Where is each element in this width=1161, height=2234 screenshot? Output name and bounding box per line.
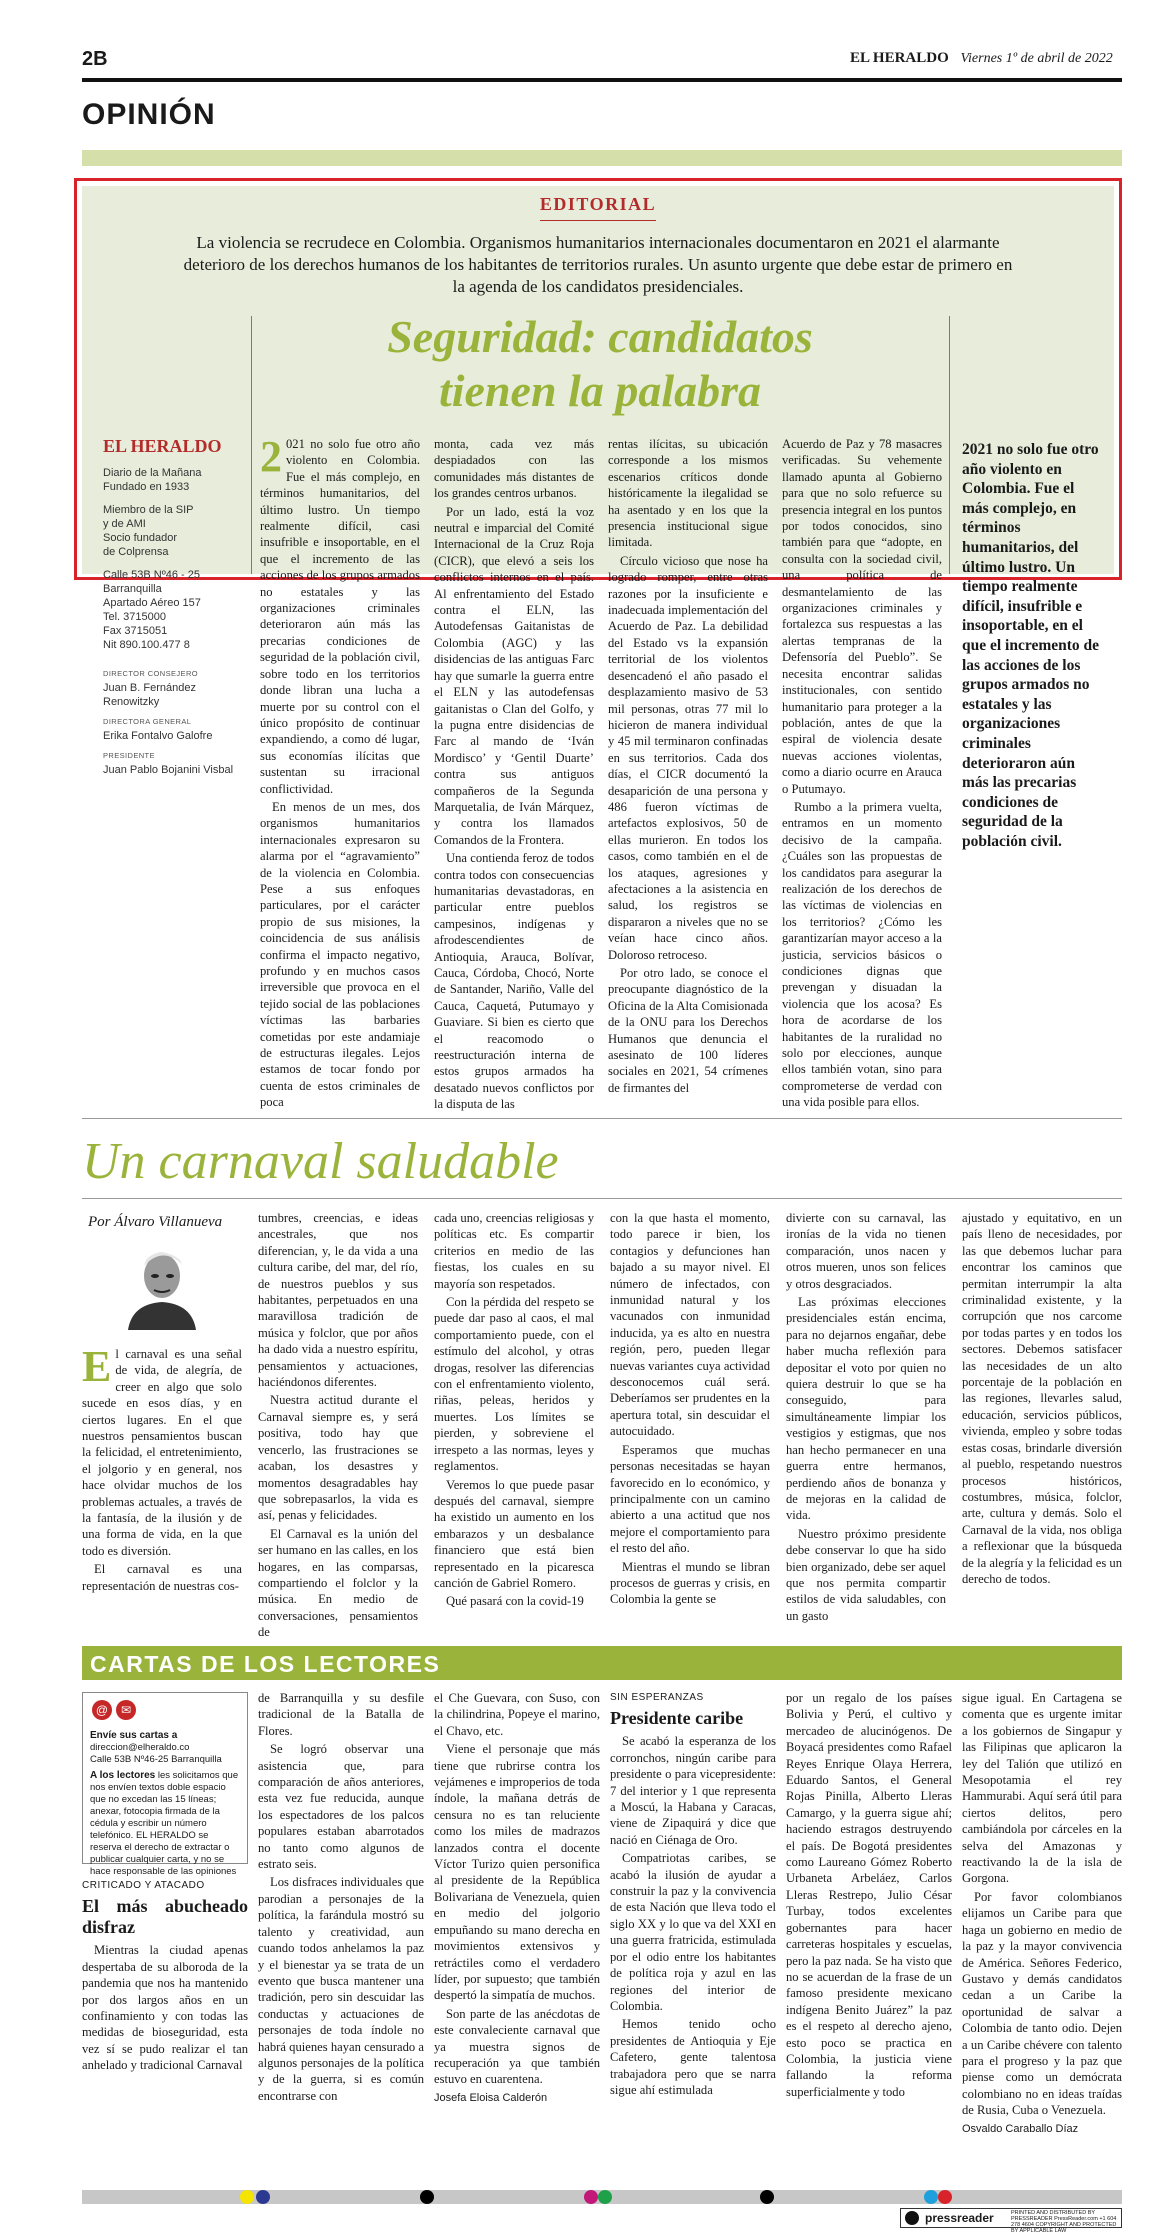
paragraph: Compatriotas caribes, se acabó la ilusión de ayudar a construir la paz y la convivencia de esta Nación que lleva todo el siglo XX y lo que va del XXI en una guerra fratricida, estimulada por el odio entre los habitantes de política roja y azul en las regiones del interior de Colombia.: [610, 1851, 776, 2013]
paragraph: de Barranquilla y su desfile tradicional de la Batalla de Flores.: [258, 1691, 424, 1738]
editorial-headline: [260, 310, 940, 418]
letter-signature: Josefa Eloisa Calderón: [434, 2091, 548, 2104]
paragraph: Se logró observar una asistencia que, para comparación de años anteriores, esta vez fue reducida, aunque los espectadores de los palcos populares estaban abarrotados no tanto como algunos de estrato seis.: [258, 1742, 424, 1872]
masthead-info: [103, 466, 243, 777]
letter-kicker: SIN ESPERANZAS: [610, 1692, 704, 1703]
article-column-1: [82, 1342, 242, 1596]
article-column-4: [610, 1210, 770, 1610]
editorial-label-underline: [540, 220, 656, 221]
masthead-address: Calle 53B Nº46 - 25: [103, 569, 200, 581]
editorial-deck: La violencia se recrudece en Colombia. Organismos humanitarios internacionales documentaron en 2021 el alarmante deterioro de los derechos humanos de los habitantes de territorios rurales. Un asunto urgente que debe estar de primero en la agenda de los candidatos presidenciales.: [183, 233, 1013, 296]
letter-2-column-1: [610, 1690, 776, 2100]
registration-dot: [924, 2190, 938, 2204]
column-divider: [949, 316, 950, 574]
director-name: Juan B. Fernández Renowitzky: [103, 682, 196, 708]
drop-cap: 2: [260, 432, 282, 481]
letter-1-column-2: [258, 1690, 424, 2106]
registration-dot: [584, 2190, 598, 2204]
editorial-column-1: [260, 432, 420, 1113]
masthead-nit: Nit 890.100.477 8: [103, 639, 190, 651]
paragraph: Hemos tenido ocho presidentes de Antioquia y Eje Cafetero, gente talentosa trabajadora pero que se narra sigue ahí estimulada: [610, 2017, 776, 2097]
editorial-column-2: [434, 436, 594, 1115]
registration-dot: [938, 2190, 952, 2204]
paragraph: El Carnaval es la unión del ser humano en las calles, en los hogares, en las comparsas, compartiendo el folclor y la música. En medio de conversaciones, pensamientos de: [258, 1526, 418, 1640]
registration-dot: [240, 2190, 254, 2204]
paragraph: sigue igual. En Cartagena se comenta que es urgente imitar a los gobiernos de Singapur y las Filipinas que aplicaron la ley del Talión que utilizó en Mesopotamia el rey Hammurabi. Aquí será útil para ciertos delitos, pero cambiándola por cárceles en la selva del Amazonas y reactivando la de la isla de Gorgona.: [962, 1691, 1122, 1886]
registration-dot: [760, 2190, 774, 2204]
mail-icon: ✉: [116, 1700, 136, 1720]
pressreader-logo: pressreader: [925, 2211, 994, 2225]
masthead-logo: EL HERALDO: [103, 436, 222, 456]
issue-date: Viernes 1º de abril de 2022: [960, 51, 1113, 66]
pressreader-fineprint: PRINTED AND DISTRIBUTED BY PRESSREADER PressReader.com +1 604 278 4604 COPYRIGHT AND PROTECTED BY APPLICABLE LAW: [1011, 2210, 1117, 2234]
paragraph: con la que hasta el momento, todo parece ir bien, los contagios y defunciones han bajado a su mayor nivel. El número de infectados, con inmunidad natural y los vacunados con inmunidad inducida, ya es alto en nuestra región, pero, pueden llegar nuevas variantes cuya actividad desconocemos cuál será. Deberíamos ser prudentes en la apertura total, sin descuidar el autocuidado.: [610, 1211, 770, 1439]
newspaper-name: EL HERALDO: [850, 50, 949, 66]
masthead-line: y de AMI: [103, 518, 146, 530]
letters-section-title: CARTAS DE LOS LECTORES: [90, 1651, 441, 1677]
letter-2-column-2: [786, 1690, 952, 2102]
directora-name: Erika Fontalvo Galofre: [103, 730, 213, 742]
contact-icons: [92, 1700, 140, 1720]
paragraph: Mientras el mundo se libran procesos de guerras y crisis, en Colombia la gente se: [610, 1559, 770, 1607]
role-label: DIRECTORA GENERAL: [103, 717, 192, 726]
paragraph: ajustado y equitativo, en un país lleno de necesidades, por las que debemos luchar para encontrar los caminos que permitan interrumpir la alta criminalidad existente, y la corrupción que nos carcome por todas partes y en todos los sectores. Debemos satisfacer las necesidades de un alto porcentaje de la población en las regiones, llevarles salud, educación, servicios públicos, vivienda, empleo y sobre todas estas cosas, brindarle diversión al pueblo, respetando nuestros procesos históricos, costumbres, música, folclor, arte, cultura y demás. Solo el Carnaval de la vida, nos obliga a reflexionar que la búsqueda de la alegría y la felicidad es un derecho de todos.: [962, 1211, 1122, 1586]
rules-lead: A los lectores: [90, 1770, 156, 1781]
paragraph: Viene el personaje que más tiene que rubrirse contra los vejámenes e improperios de toda índole, la mañana detrás de censura no es tan reluciente como los miles de madrazos lanzados contra el docente Víctor Turizo quien personifica al presidente de la República Bolivariana de Venezuela, quien en medio del jolgorio empuñando su mano derecha en movimientos extensivos y retráctiles como el verdadero líder, por supuesto; que también despertó la simpatía de muchos.: [434, 1742, 600, 2003]
registration-dot: [420, 2190, 434, 2204]
editorial-pullquote: 2021 no solo fue otro año violento en Colombia. Fue el más complejo, en términos humanitarios, del último lustro. Un tiempo realmente difícil, insufrible e insoportable, en el que el incremento de las acciones de los grupos armados no estatales y las organizaciones criminales deterioraron aún más las precarias condiciones de seguridad de la población civil.: [962, 441, 1100, 850]
masthead-line: Fundado en 1933: [103, 481, 190, 493]
paragraph: Nuestro próximo presidente debe conservar lo que ha sido bien organizado, debe ser aquel que nos permita compartir estilos de vida saludables, con un gasto: [786, 1526, 946, 1623]
paragraph: rentas ilícitas, su ubicación corresponde a los mismos escenarios críticos donde históricamente la ilegalidad se ha asentado y en los que la presencia institucional sigue limitada.: [608, 437, 768, 550]
header-rule: [82, 78, 1122, 82]
letter-headline: El más abucheado disfraz: [82, 1896, 248, 1938]
editorial-label: EDITORIAL: [539, 194, 657, 214]
paragraph: Círculo vicioso que nose ha logrado romper, entre otras razones por la insuficiente e inadecuada implementación del Acuerdo de Paz. La debilidad del Estado vs la expansión territorial de los violentos desencadenó el año pasado el desplazamiento masivo de 53 mil personas, otras 77 mil lo hicieron de manera individual y 45 mil terminaron confinadas en sus territorios. Cada dos días, el CICR documentó la desaparición de una persona y 486 fueron víctimas de artefactos explosivos, 50 de ellas murieron. En todos los casos, como también en el de los ataques, agresiones y afectaciones a la asistencia en salud, los registros se dispararon a niveles que no se veían hace cinco años. Doloroso retroceso.: [608, 553, 768, 962]
paragraph: El carnaval es una representación de nuestras cos-: [82, 1562, 242, 1593]
paragraph: l carnaval es una señal de vida, de alegría, de creer en algo que solo sucede en esos días, y en ciertos lugares. En el que nuestros pensamientos buscan la felicidad, el entretenimiento, el jolgorio y en general, nos hace olvidar muchos de los problemas actuales, a través de la fantasía, de la ilusión y de una forma de vida, en la que todo es diversión.: [82, 1347, 242, 1558]
article-column-2: [258, 1210, 418, 1643]
submit-address: Calle 53B Nº46-25 Barranquilla: [90, 1754, 222, 1765]
editorial-column-4: [782, 436, 942, 1113]
masthead-line: Miembro de la SIP: [103, 504, 194, 516]
paragraph: Esperamos que muchas personas necesitadas se hayan favorecido en lo económico, y principalmente con un camino abierto a una actitud que nos mejore el comportamiento para el resto del año.: [610, 1442, 770, 1556]
paragraph: Los disfraces individuales que parodian a personajes de la política, la farándula mostró su talento y creatividad, aun cuando todos anhelamos la paz y el bienestar ya se trata de un evento que busca mantener una tradición, pero sin descuidar las conductas y actuaciones de personajes de toda índole no habrá quienes hayan censurado a algunos personajes de la política y de la guerra, si es común encontrarse con: [258, 1875, 424, 2103]
column-divider: [251, 316, 252, 574]
presidente-name: Juan Pablo Bojanini Visbal: [103, 764, 234, 776]
page-number: 2B: [82, 48, 108, 70]
paragraph: Por un lado, está la voz neutral e imparcial del Comité Internacional de la Cruz Roja (CICR), que elevó a seis los conflictos internos en el país. Al enfrentamiento del Estado contra el ELN, las Autodefensas Gaitanistas de Colombia (AGC) y las disidencias de las antiguas Farc hay que sumarle la guerra entre el ELN y las autodefensas gaitanistas o Clan del Golfo, y la pugna entre disidencias de Farc al mando de ‘Iván Mordisco’ y ‘Gentil Duarte’ contra sus antiguos compañeros de la Segunda Marquetalia, de Iván Márquez, y contra los llamados Comandos de la Frontera.: [434, 504, 594, 847]
paragraph: el Che Guevara, con Suso, con la chilindrina, Popeye el marino, el Chavo, etc.: [434, 1691, 600, 1738]
paragraph: Por favor colombianos elijamos un Caribe para que haga un gobierno en medio de la paz y la mayor convivencia de América. Señores Federico, Gustavo y demás candidatos cedan a un Caribe la oportunidad de salvar a Colombia de tanto odio. Dejen a un Caribe chévere con talento para el progreso y la paz que piense como un demócrata colombiano no en ideas traídas de Rusia, Cuba o Venezuela.: [962, 1889, 1122, 2118]
masthead-address: Barranquilla: [103, 583, 162, 595]
paragraph: En menos de un mes, dos organismos humanitarios internacionales expresaron su alarma por el “agravamiento” de la violencia en Colombia. Pese a sus enfoques particulares, por el carácter propio de sus misiones, la coincidencia de sus análisis confirma el impacto negativo, profundo y en muchos casos irreversible que provoca en el tejido social de las poblaciones víctimas las barbaries cometidas por este andamiaje de estructuras ilegales. Lejos estamos de tocar fondo por cuenta de estos criminales de poca: [260, 799, 420, 1110]
at-icon: @: [92, 1700, 112, 1720]
letter-1-column-1: [82, 1878, 248, 2076]
paragraph: Acuerdo de Paz y 78 masacres verificadas. Su vehemente llamado apunta al Gobierno para que no solo refuerce su presencia integral en los puntos por todos conocidos, sino también para que “adopte, en consulta con la sociedad civil, una política de desmantelamiento de las organizaciones criminales y fortalezca sus respuestas a las alertas tempranas de la Defensoría del Pueblo”. Se necesita encontrar salidas institucionales, con sentido humanitario para proteger a la población, antes de que la espiral de violencia desate nuevas acciones violentas, como a diario ocurre en Arauca o Putumayo.: [782, 437, 942, 796]
paragraph: Veremos lo que puede pasar después del carnaval, siempre ha existido un aumento en los embarazos y un desbalance financiero que está bien representado en la picaresca canción de Gabriel Romero.: [434, 1477, 594, 1590]
article-column-5: [786, 1210, 946, 1626]
drop-cap: E: [82, 1342, 112, 1391]
letter-headline: Presidente caribe: [610, 1708, 744, 1729]
paragraph: Rumbo a la primera vuelta, entramos en un momento decisivo de la campaña. ¿Cuáles son las propuestas de los candidatos para asegurar la realización de los derechos de las víctimas de violencias en los territorios? ¿Cómo les garantizarían mayor acceso a la justicia, servicios básicos o condiciones dignas que prevengan y disuadan la violencia que los acosa? Es hora de acordarse de los habitantes de la ruralidad no solo por elecciones, aunque ellos también votan, sino para comprometerse de verdad con una vida posible para ellos.: [782, 799, 942, 1110]
pressreader-badge[interactable]: [900, 2208, 1122, 2234]
registration-dot: [598, 2190, 612, 2204]
paragraph: Una contienda feroz de todos contra todos con consecuencias humanitarias devastadoras, en particular entre pueblos campesinos, indígenas y afrodescendientes de Antioquia, Arauca, Bolívar, Cauca, Córdoba, Chocó, Norte de Santander, Nariño, Valle del Cauca, Caquetá, Putumayo y Guaviare. Si bien es cierto que el reacomodo o reestructuración interna de estos grupos armados ha desatado nuevos conflictos por la disputa de las: [434, 851, 594, 1112]
role-label: PRESIDENTE: [103, 751, 155, 760]
masthead-phone: Tel. 3715000: [103, 611, 166, 623]
letter-2-column-3: [962, 1690, 1122, 2139]
paragraph: Qué pasará con la covid-19: [446, 1594, 584, 1609]
article-column-6: [962, 1210, 1122, 1589]
paragraph: 021 no solo fue otro año violento en Colombia. Fue el más complejo, en términos humanitarios, del último lustro. Un tiempo realmente difícil, casi insufrible e insoportable, en el que el incremento de las acciones de los grupos armados no estatales y las organizaciones criminales deterioraron aún más las precarias condiciones de seguridad de la población civil, sobre todo en los territorios donde libran una lucha a muerte por su control con el único propósito de continuar expandiendo, a como dé lugar, sus economías ilícitas que sustentan su irracional conflictividad.: [260, 437, 420, 796]
editorial-column-3: [608, 436, 768, 1098]
letter-1-column-3: [434, 1690, 600, 2108]
pressreader-icon: [905, 2211, 919, 2225]
masthead-line: Diario de la Mañana: [103, 467, 202, 479]
paragraph: tumbres, creencias, e ideas ancestrales, que nos diferencian, y, le da vida a una cultura caribe, del mar, del río, de nuestros pueblos y sus habitantes, perpetuados en una maravillosa tradición de música y folclor, que por años ha dado vida a nuestro espíritu, pensamientos y actuaciones, haciéndonos diferentes.: [258, 1211, 418, 1390]
headline-line: tienen la palabra: [438, 365, 762, 416]
paragraph: monta, cada vez más despiadados con las comunidades más distantes de los grandes centros urbanos.: [434, 437, 594, 501]
author-portrait: [122, 1242, 202, 1330]
paragraph: por un regalo de los países Bolivia y Perú, el cultivo y mercadeo de alucinógenos. De Boyacá presidentes como Rafael Reyes Enrique Olaya Herrera, Eduardo Santos, el General Rojas Pinilla, Alberto Lleras Camargo, y la guerra sigue ahí; haciendo estragos destruyendo el país. De Bogotá presidentes como Laureano Gómez Roberto Urbaneta Arbeláez, Carlos Lleras Restrepo, Julio César Turbay, todos excelentes gobernantes para hacer carreteras hospitales y escuelas, pero la paz nada. Se ha visto que no se acuerdan de la frase de un famoso presidente mexicano indígena Benito Juárez” la paz es el respeto al derecho ajeno, esto poco se practica en Colombia, la justicia viene fallando la reforma superficialmente y todo: [786, 1691, 952, 2099]
headline-line: Seguridad: candidatos: [387, 311, 813, 362]
masthead-fax: Fax 3715051: [103, 625, 168, 637]
paragraph: Son parte de las anécdotas de este convaleciente carnaval que ya muestra signos de recuperación ya que también estuvo en cuarentena.: [434, 2006, 600, 2087]
paragraph: Mientras la ciudad apenas despertaba de su alboroda de la pandemia que nos ha mantenido por dos largos años en un confinamiento y con todas las medidas de bioseguridad, esta vez sí se pudo realizar el tan anhelado y tradicional Carnaval: [82, 1943, 248, 2073]
masthead-line: de Colprensa: [103, 546, 169, 558]
submit-email[interactable]: direccion@elheraldo.co: [90, 1742, 190, 1753]
letter-signature: Osvaldo Caraballo Díaz: [962, 2122, 1079, 2135]
article-column-3: [434, 1210, 594, 1612]
letter-kicker: CRITICADO Y ATACADO: [82, 1880, 205, 1891]
role-label: DIRECTOR CONSEJERO: [103, 669, 198, 678]
paragraph: Por otro lado, se conoce el preocupante diagnóstico de la Oficina de la Alta Comisionada de la ONU para los Derechos Humanos que denuncia el asesinato de 100 líderes sociales en 2021, 54 crímenes de firmantes del: [608, 966, 768, 1095]
article-byline: Por Álvaro Villanueva: [88, 1214, 223, 1230]
section-divider: [82, 1118, 1122, 1119]
submit-letters-info: [90, 1730, 242, 1878]
paragraph: Se acabó la esperanza de los corronchos, ningún caribe para presidente o para vicepresidente: 7 del interior y 1 que representa a Moscú, la Habana y Caracas, viene de Zipaquirá y dice que nació en Ciénaga de Oro.: [610, 1734, 776, 1847]
article-title: Un carnaval saludable: [82, 1133, 559, 1190]
paragraph: cada uno, creencias religiosas y políticas etc. Es compartir criterios en medio de las fiestas, los cuales en su mayoría son respetados.: [434, 1211, 594, 1291]
registration-dot: [256, 2190, 270, 2204]
paragraph: divierte con su carnaval, las ironías de la vida no tienen comparación, unos nacen y otros mueren, unos son felices y otros desgraciados.: [786, 1211, 946, 1291]
title-underline: [82, 1198, 1122, 1199]
newspaper-header: [850, 50, 1113, 67]
section-accent-bar: [82, 150, 1122, 166]
submit-title: Envíe sus cartas a: [90, 1730, 178, 1741]
paragraph: Con la pérdida del respeto se puede dar paso al caos, el mal comportamiento puede, con el estímulo del alcohol, y otras drogas, resolver las diferencias con el enfrentamiento violento, riñas, peleas, heridos y muertes. Los límites se pierden, y sobreviene el irrespeto a las normas, leyes y reglamentos.: [434, 1295, 594, 1474]
masthead-address: Apartado Aéreo 157: [103, 597, 201, 609]
paragraph: Nuestra actitud durante el Carnaval siempre es, y será positiva, todo hay que vencerlo, las frustraciones se acaban, los desastres y momentos desagradables hay que sobrepasarlos, la vida es así, penas y felicidades.: [258, 1393, 418, 1523]
paragraph: Las próximas elecciones presidenciales están encima, para no dejarnos engañar, debe haber mucha reflexión para depositar el voto por quien no quiera destruir lo que se ha conseguido, para simultáneamente limpiar los vestigios y estigmas, que nos han hecho permanecer en una guerra entre hermanos, perdiendo años de bonanza y de mejoras en la calidad de vida.: [786, 1295, 946, 1523]
submit-rules: les solicitamos que nos envíen textos doble espacio que no excedan las 15 líneas; anexar, fotocopia firmada de la cédula y escribir un número telefónico. EL HERALDO se reserva el derecho de extractar o publicar cualquier carta, y no se hace responsable de las opiniones: [90, 1770, 239, 1877]
masthead-line: Socio fundador: [103, 532, 177, 544]
section-title: OPINIÓN: [82, 98, 216, 131]
